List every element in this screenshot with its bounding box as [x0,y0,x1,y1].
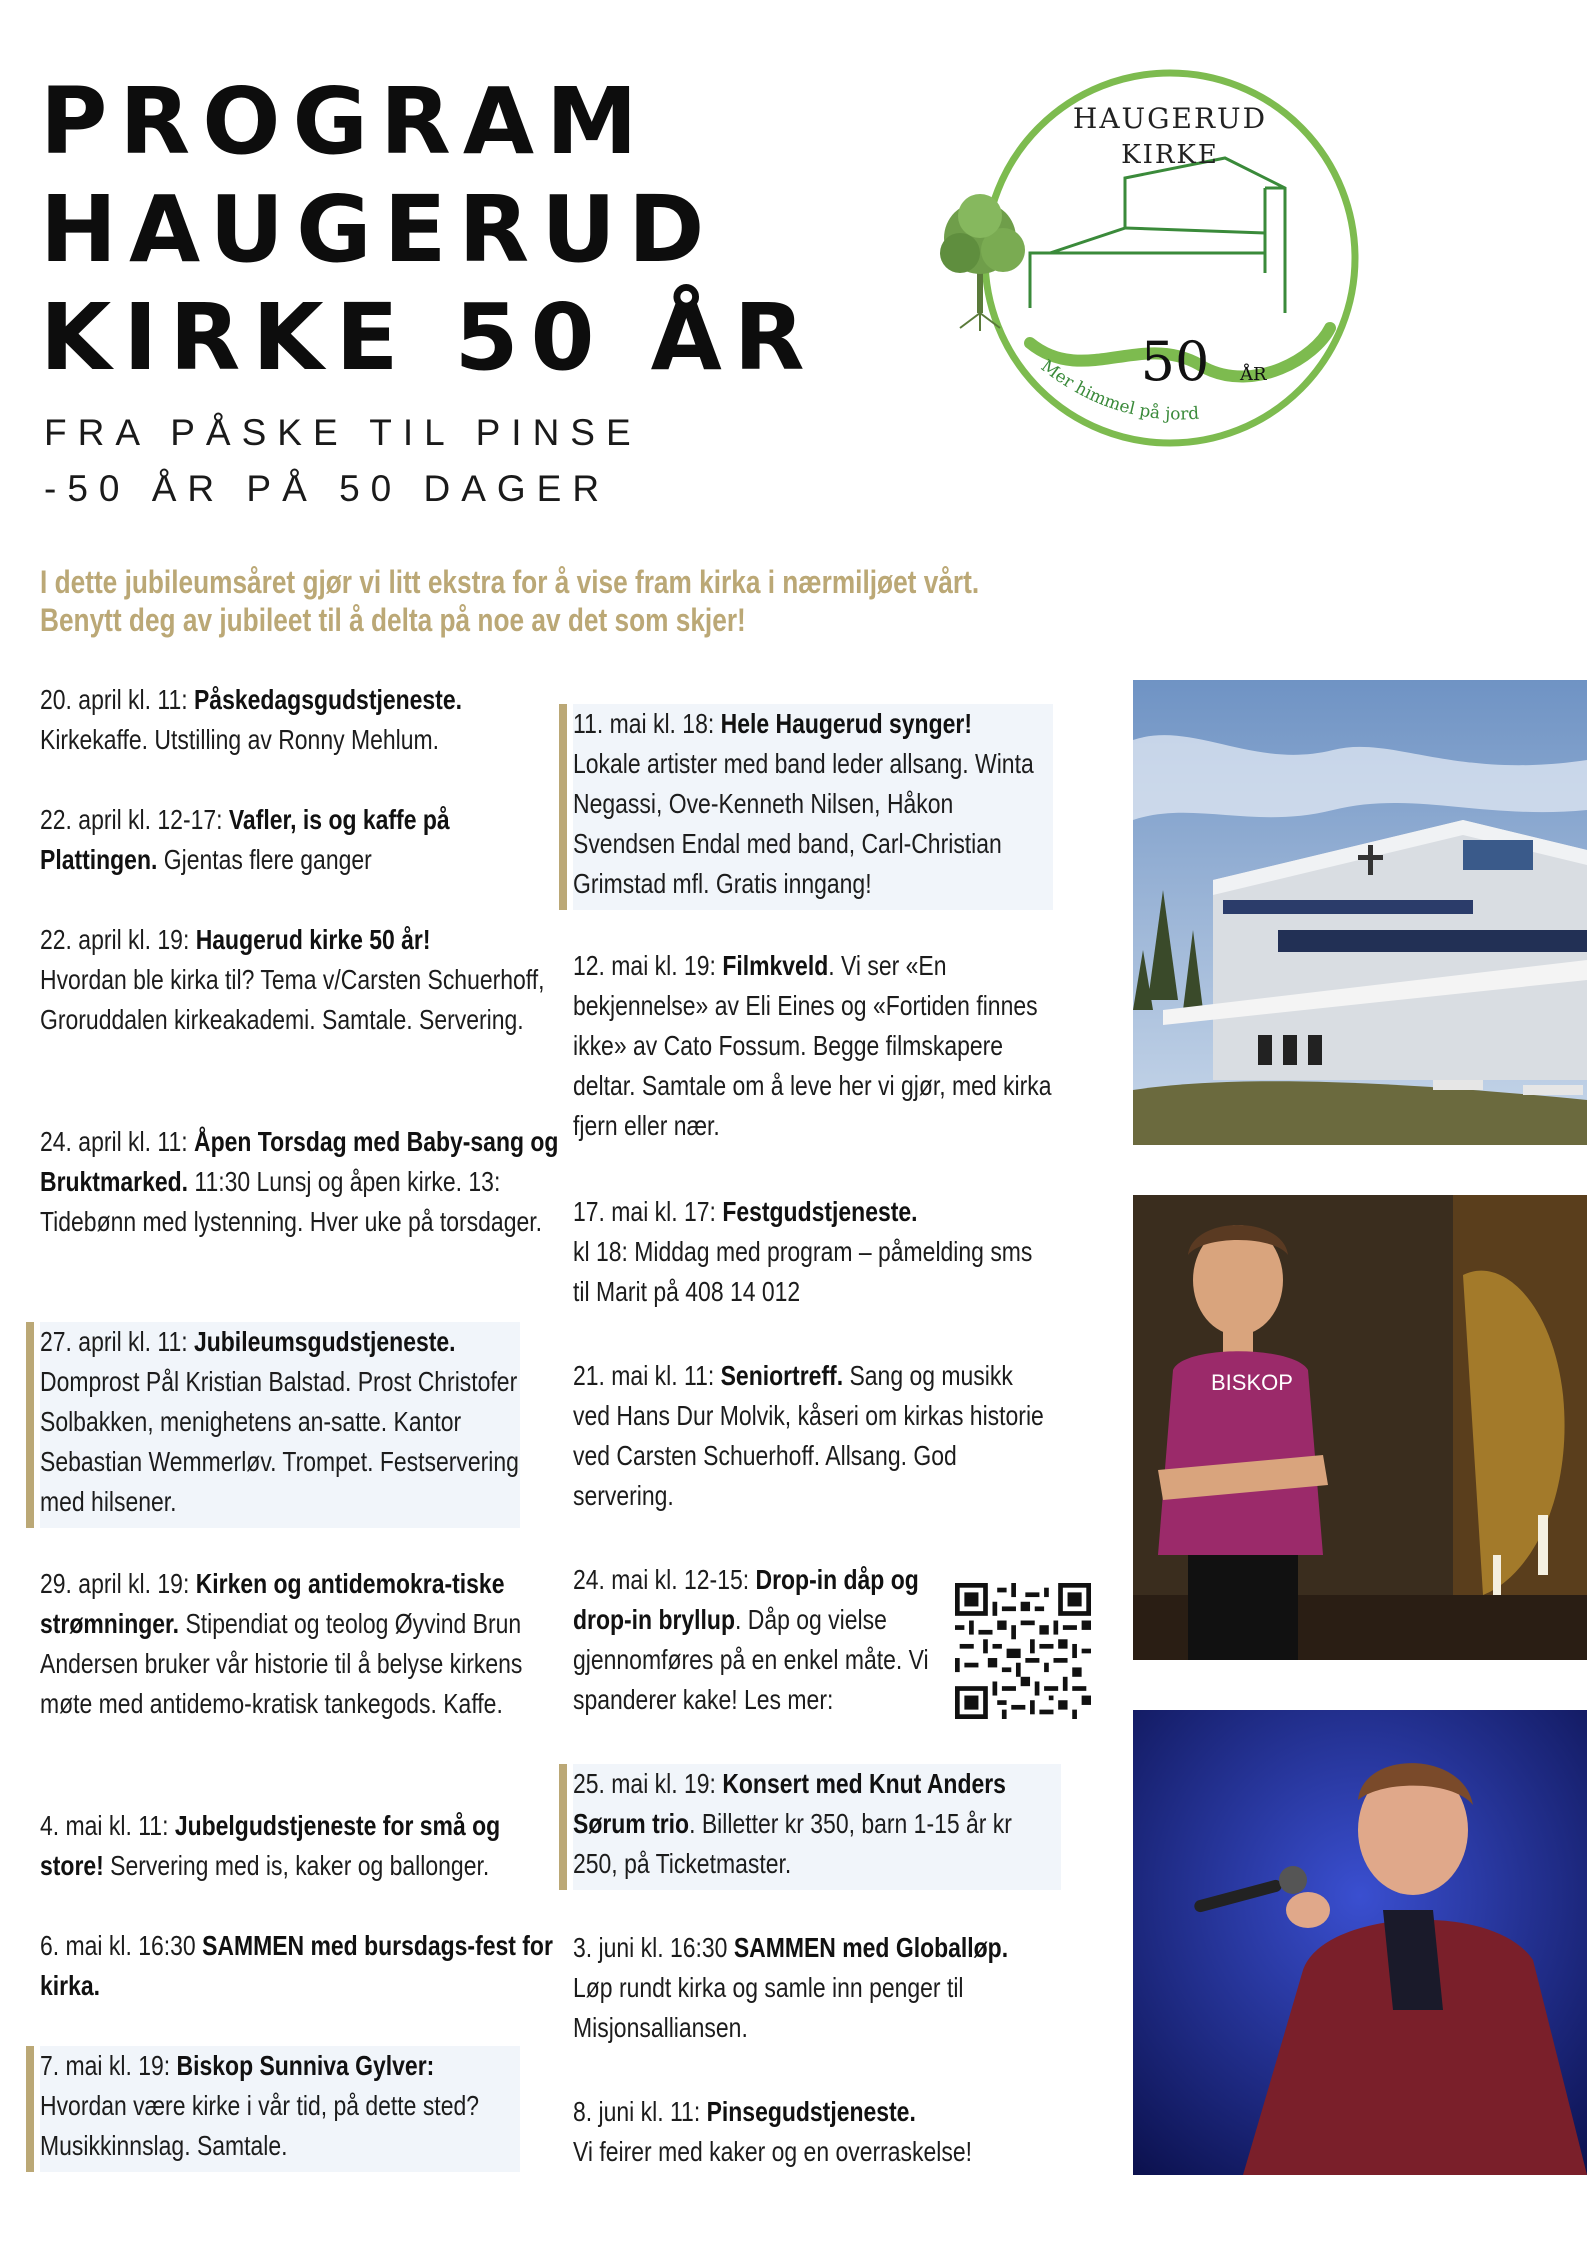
logo-years: 50 [1140,330,1210,393]
logo-years-suffix: ÅR [1240,364,1267,385]
church-logo [935,58,1365,458]
logo-name-line2: KIRKE [1121,140,1219,170]
event-item: 22. april kl. 12-17: Vafler, is og kaffe på Plattingen. Gjentas flere ganger [40,804,450,875]
title-line-1: PROGRAM [40,68,650,175]
event-item: 8. juni kl. 11: Pinsegudstjeneste. Vi feirer med kaker og en overraskelse! [573,2096,973,2167]
logo-tagline: Mer himmel på jord [1037,356,1200,425]
event-item: 17. mai kl. 17: Festgudstjeneste. kl 18: Middag med program – påmelding sms til Marit på 408 14 012 [573,1196,1033,1307]
intro-line-1: I dette jubileumsåret gjør vi litt ekstra for å vise fram kirka i nærmiljøet vårt. [40,564,980,600]
event-item-highlighted: 27. april kl. 11: Jubileumsgudstjeneste. Domprost Pål Kristian Balstad. Prost Christofer Solbakken, menighetens an-satte. Kantor Sebastian Wemmerløv. Trompet. Festservering med hilsener. [40,1322,520,1528]
event-item: 24. mai kl. 12-15: Drop-in dåp og drop-in bryllup. Dåp og vielse gjennomføres på en enkel måte. Vi spanderer kake! Les mer: [573,1564,929,1715]
title-line-3: KIRKE 50 ÅR [40,284,817,391]
intro-line-2: Benytt deg av jubileet til å delta på noe av det som skjer! [40,602,746,638]
event-item: 4. mai kl. 11: Jubelgudstjeneste for små og store! Servering med is, kaker og ballonger. [40,1810,501,1881]
qr-code[interactable] [955,1583,1091,1719]
subtitle-line-2: -50 ÅR PÅ 50 DAGER [44,468,611,509]
event-item: 12. mai kl. 19: Filmkveld. Vi ser «En bekjennelse» av Eli Eines og «Fortiden finnes ikke» av Cato Fossum. Begge filmskapere deltar. Samtale om å leve her vi gjør, med kirka fjern eller nær. [573,950,1052,1141]
title-line-2: HAUGERUD [40,176,717,283]
event-item: 24. april kl. 11: Åpen Torsdag med Baby-sang og Bruktmarked. 11:30 Lunsj og åpen kirke. 13: Tidebønn med lystenning. Hver uke på torsdager. [40,1126,559,1237]
subtitle [44,405,642,517]
event-item: 6. mai kl. 16:30 SAMMEN med bursdags-fest for kirka. [40,1930,553,2001]
subtitle-line-1: FRA PÅSKE TIL PINSE [44,412,642,453]
church-line-icon [1030,158,1285,313]
event-item-highlighted: 7. mai kl. 19: Biskop Sunniva Gylver: Hvordan være kirke i vår tid, på dette sted? Musikkinnslag. Samtale. [40,2046,520,2172]
page-title [40,68,817,392]
logo-name-line1: HAUGERUD [1072,102,1268,135]
event-item: 21. mai kl. 11: Seniortreff. Sang og musikk ved Hans Dur Molvik, kåseri om kirkas historie ved Carsten Schuerhoff. Allsang. God servering. [573,1360,1044,1511]
bishop-portrait-photo [1133,1195,1587,1660]
tree-icon [940,194,1025,331]
event-item: 3. juni kl. 16:30 SAMMEN med Globalløp. Løp rundt kirka og samle inn penger til Misjonsalliansen. [573,1932,1009,2043]
event-item: 20. april kl. 11: Påskedagsgudstjeneste. Kirkekaffe. Utstilling av Ronny Mehlum. [40,684,462,755]
event-item-highlighted: 25. mai kl. 19: Konsert med Knut Anders Sørum trio. Billetter kr 350, barn 1-15 år kr 250, på Ticketmaster. [573,1764,1061,1890]
event-item: 29. april kl. 19: Kirken og antidemokra-tiske strømninger. Stipendiat og teolog Øyvind Brun Andersen bruker vår historie til å belyse kirkens møte med antidemo-kratisk tankegods. Kaffe. [40,1568,523,1719]
bishop-shirt-text: BISKOP [1211,1370,1293,1395]
church-building-photo [1133,680,1587,1145]
event-item-highlighted: 11. mai kl. 18: Hele Haugerud synger! Lokale artister med band leder allsang. Winta Negassi, Ove-Kenneth Nilsen, Håkon Svendsen Endal med band, Carl-Christian Grimstad mfl. Gratis inngang! [573,704,1053,910]
singer-concert-photo [1133,1710,1587,2175]
intro-text [40,563,983,639]
event-item: 22. april kl. 19: Haugerud kirke 50 år! Hvordan ble kirka til? Tema v/Carsten Schuerhoff, Groruddalen kirkeakademi. Samtale. Servering. [40,924,545,1035]
